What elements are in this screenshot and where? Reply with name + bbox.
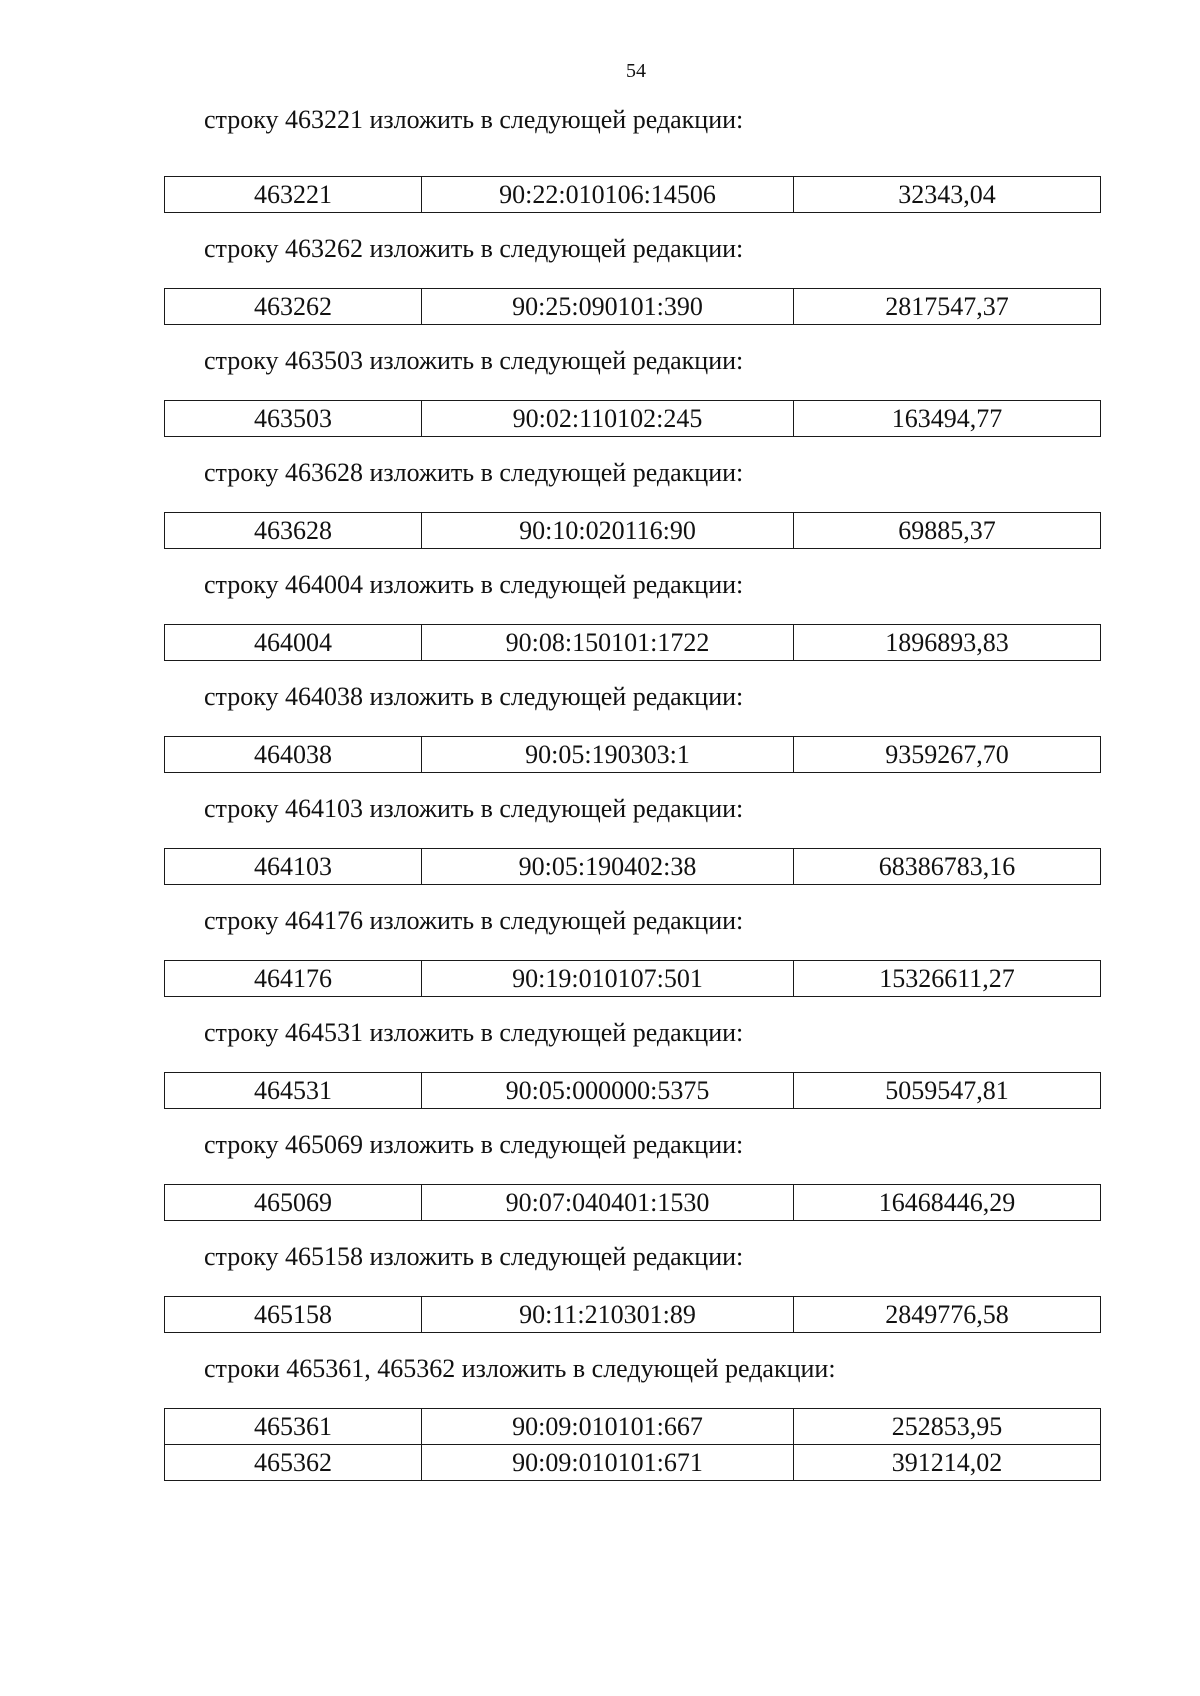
table-row xyxy=(165,1409,1101,1445)
amendment-block xyxy=(164,1017,1101,1109)
row-number-cell: 463628 xyxy=(165,513,422,549)
amendment-block xyxy=(164,793,1101,885)
amendment-block xyxy=(164,1241,1101,1333)
amendment-block xyxy=(164,104,1101,213)
cadastral-number-cell: 90:07:040401:1530 xyxy=(422,1185,794,1221)
amendment-instruction: строку 463503 изложить в следующей редакции: xyxy=(204,346,744,375)
cadastral-number-cell: 90:19:010107:501 xyxy=(422,961,794,997)
row-number-cell: 465069 xyxy=(165,1185,422,1221)
value-cell: 16468446,29 xyxy=(794,1185,1101,1221)
table-row xyxy=(165,849,1101,885)
value-cell: 1896893,83 xyxy=(794,625,1101,661)
cadastral-number-cell: 90:02:110102:245 xyxy=(422,401,794,437)
table-row xyxy=(165,1073,1101,1109)
amendment-table xyxy=(164,848,1101,885)
row-number-cell: 464004 xyxy=(165,625,422,661)
cadastral-number-cell: 90:10:020116:90 xyxy=(422,513,794,549)
amendment-table xyxy=(164,1184,1101,1221)
amendment-table xyxy=(164,176,1101,213)
table-row xyxy=(165,1297,1101,1333)
amendment-table xyxy=(164,400,1101,437)
amendment-instruction: строку 463262 изложить в следующей редакции: xyxy=(204,234,744,263)
amendment-instruction: строку 464176 изложить в следующей редакции: xyxy=(204,906,744,935)
value-cell: 391214,02 xyxy=(794,1445,1101,1481)
row-number-cell: 464531 xyxy=(165,1073,422,1109)
cadastral-number-cell: 90:08:150101:1722 xyxy=(422,625,794,661)
amendment-instruction: строку 464531 изложить в следующей редакции: xyxy=(204,1018,744,1047)
row-number-cell: 464038 xyxy=(165,737,422,773)
amendment-instruction: строку 464103 изложить в следующей редакции: xyxy=(204,794,744,823)
table-row xyxy=(165,401,1101,437)
cadastral-number-cell: 90:25:090101:390 xyxy=(422,289,794,325)
amendment-block xyxy=(164,233,1101,325)
row-number-cell: 464103 xyxy=(165,849,422,885)
row-number-cell: 463262 xyxy=(165,289,422,325)
table-row xyxy=(165,177,1101,213)
value-cell: 9359267,70 xyxy=(794,737,1101,773)
amendment-table xyxy=(164,1296,1101,1333)
amendment-instruction: строку 465158 изложить в следующей редакции: xyxy=(204,1242,744,1271)
amendment-instruction: строку 465069 изложить в следующей редакции: xyxy=(204,1130,744,1159)
amendment-instruction: строку 463628 изложить в следующей редакции: xyxy=(204,458,744,487)
amendment-table xyxy=(164,624,1101,661)
amendment-instruction: строку 464004 изложить в следующей редакции: xyxy=(204,570,744,599)
value-cell: 2817547,37 xyxy=(794,289,1101,325)
value-cell: 68386783,16 xyxy=(794,849,1101,885)
amendment-block xyxy=(164,457,1101,549)
row-number-cell: 463503 xyxy=(165,401,422,437)
value-cell: 15326611,27 xyxy=(794,961,1101,997)
value-cell: 5059547,81 xyxy=(794,1073,1101,1109)
row-number-cell: 465158 xyxy=(165,1297,422,1333)
amendment-table xyxy=(164,512,1101,549)
amendment-block xyxy=(164,1353,1101,1481)
amendment-instruction: строку 463221 изложить в следующей редакции: xyxy=(204,105,744,134)
amendment-instruction: строки 465361, 465362 изложить в следующей редакции: xyxy=(204,1354,836,1383)
amendment-table xyxy=(164,960,1101,997)
cadastral-number-cell: 90:09:010101:667 xyxy=(422,1409,794,1445)
table-row xyxy=(165,625,1101,661)
cadastral-number-cell: 90:11:210301:89 xyxy=(422,1297,794,1333)
amendment-block xyxy=(164,681,1101,773)
value-cell: 69885,37 xyxy=(794,513,1101,549)
amendment-table xyxy=(164,288,1101,325)
amendment-block xyxy=(164,569,1101,661)
amendment-block xyxy=(164,345,1101,437)
amendment-instruction: строку 464038 изложить в следующей редакции: xyxy=(204,682,744,711)
page-number: 54 xyxy=(626,60,646,82)
amendment-table xyxy=(164,1072,1101,1109)
amendment-table xyxy=(164,736,1101,773)
table-row xyxy=(165,1185,1101,1221)
table-row xyxy=(165,1445,1101,1481)
value-cell: 252853,95 xyxy=(794,1409,1101,1445)
table-row xyxy=(165,737,1101,773)
value-cell: 2849776,58 xyxy=(794,1297,1101,1333)
row-number-cell: 463221 xyxy=(165,177,422,213)
cadastral-number-cell: 90:05:190303:1 xyxy=(422,737,794,773)
amendment-block xyxy=(164,1129,1101,1221)
document-body xyxy=(164,104,1101,1501)
row-number-cell: 464176 xyxy=(165,961,422,997)
value-cell: 163494,77 xyxy=(794,401,1101,437)
table-row xyxy=(165,961,1101,997)
row-number-cell: 465362 xyxy=(165,1445,422,1481)
cadastral-number-cell: 90:05:190402:38 xyxy=(422,849,794,885)
cadastral-number-cell: 90:22:010106:14506 xyxy=(422,177,794,213)
cadastral-number-cell: 90:09:010101:671 xyxy=(422,1445,794,1481)
amendment-block xyxy=(164,905,1101,997)
amendment-table xyxy=(164,1408,1101,1481)
value-cell: 32343,04 xyxy=(794,177,1101,213)
table-row xyxy=(165,289,1101,325)
row-number-cell: 465361 xyxy=(165,1409,422,1445)
table-row xyxy=(165,513,1101,549)
cadastral-number-cell: 90:05:000000:5375 xyxy=(422,1073,794,1109)
